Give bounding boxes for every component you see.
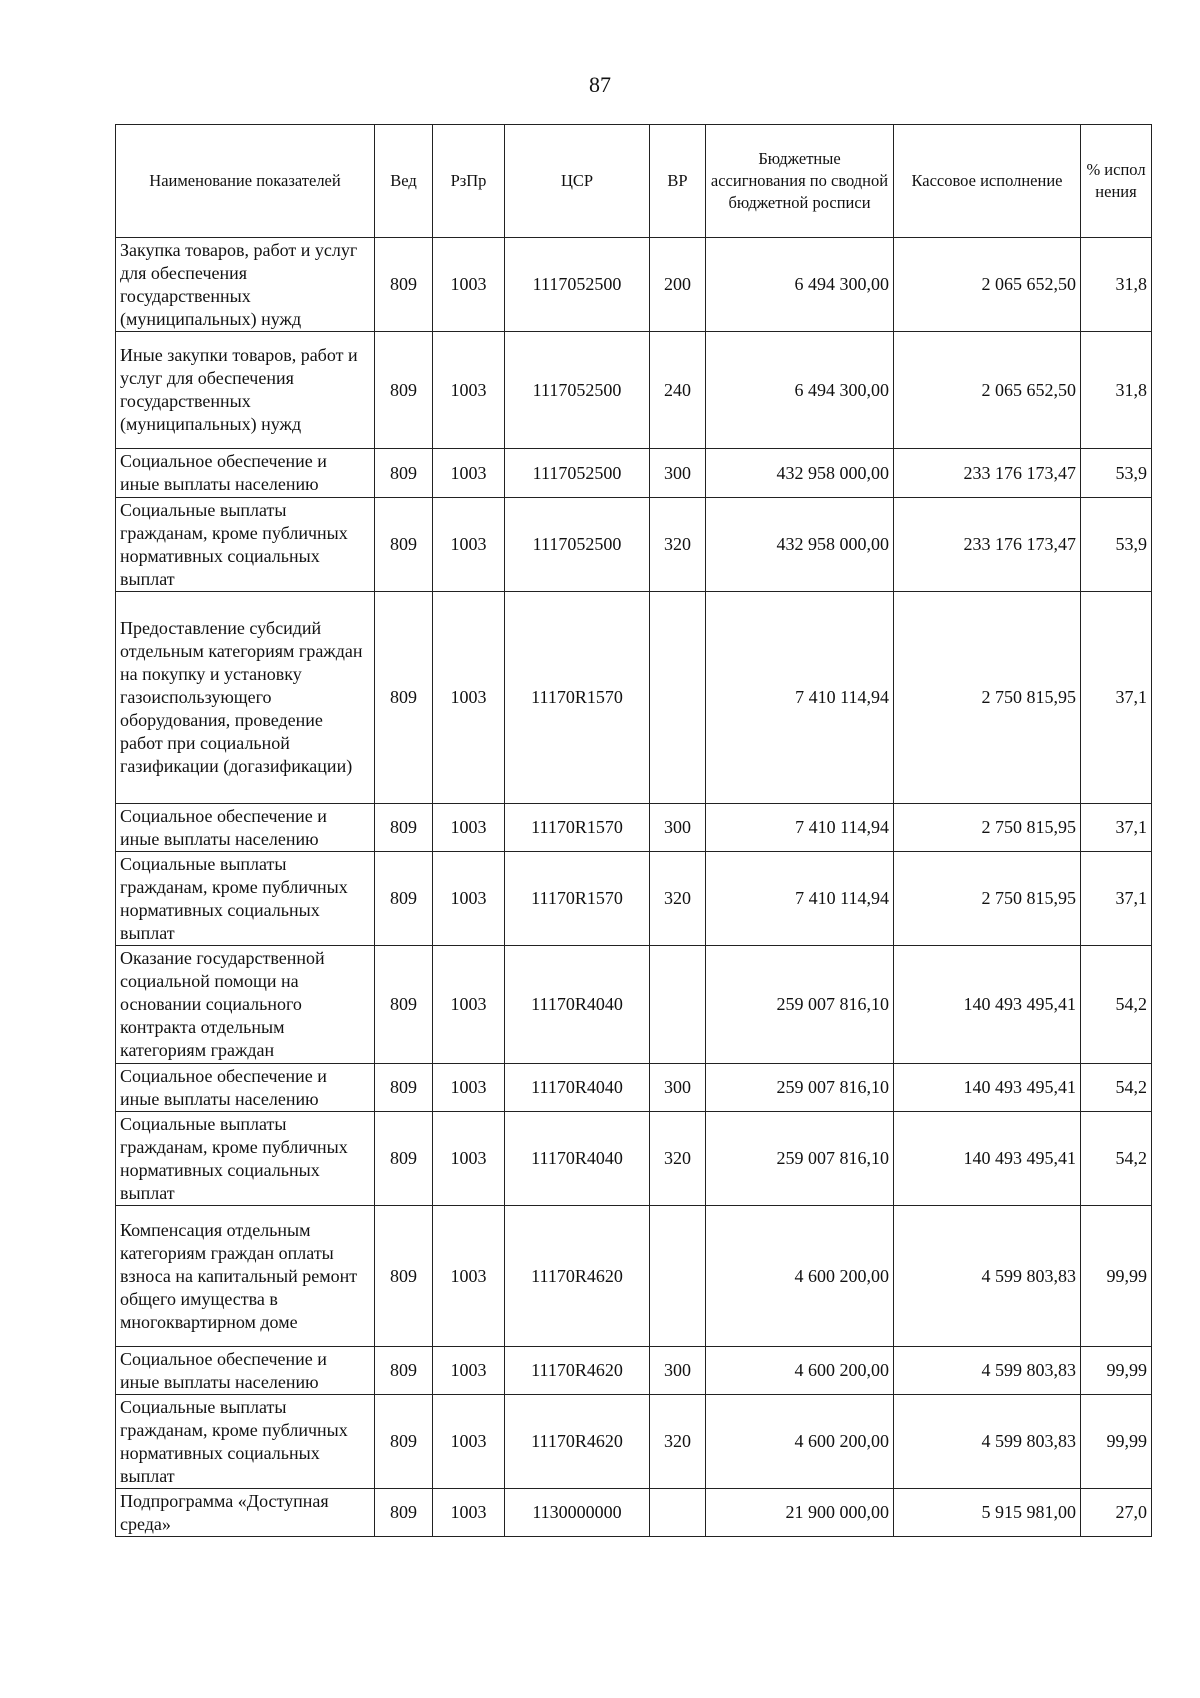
table-row	[116, 592, 1152, 804]
row-name: Закупка товаров, работ и услуг для обеспечения государственных (муниципальных) нужд	[116, 238, 375, 332]
row-ved: 809	[375, 1064, 433, 1112]
row-cash-execution: 2 750 815,95	[894, 852, 1081, 946]
row-cash-execution: 233 176 173,47	[894, 498, 1081, 592]
row-execution-percent: 54,2	[1081, 1064, 1152, 1112]
row-rzpr: 1003	[433, 449, 505, 498]
table-row	[116, 852, 1152, 946]
page-number: 87	[589, 72, 611, 97]
row-rzpr: 1003	[433, 1347, 505, 1395]
row-assignments: 259 007 816,10	[706, 1112, 894, 1206]
row-rzpr: 1003	[433, 332, 505, 449]
row-ved: 809	[375, 946, 433, 1064]
row-rzpr: 1003	[433, 1489, 505, 1537]
table-row	[116, 1347, 1152, 1395]
row-csr: 1130000000	[505, 1489, 650, 1537]
table-row	[116, 332, 1152, 449]
row-cash-execution: 5 915 981,00	[894, 1489, 1081, 1537]
row-execution-percent: 53,9	[1081, 498, 1152, 592]
row-assignments: 6 494 300,00	[706, 332, 894, 449]
row-name: Социальные выплаты гражданам, кроме публичных нормативных социальных выплат	[116, 1112, 375, 1206]
row-assignments: 259 007 816,10	[706, 946, 894, 1064]
row-name: Социальные выплаты гражданам, кроме публичных нормативных социальных выплат	[116, 852, 375, 946]
table-row	[116, 1489, 1152, 1537]
row-csr: 11170R4040	[505, 1112, 650, 1206]
row-csr: 1117052500	[505, 498, 650, 592]
row-assignments: 7 410 114,94	[706, 804, 894, 852]
row-cash-execution: 2 750 815,95	[894, 592, 1081, 804]
row-vr	[650, 592, 706, 804]
row-ved: 809	[375, 1206, 433, 1347]
row-name: Социальное обеспечение и иные выплаты населению	[116, 1347, 375, 1395]
row-rzpr: 1003	[433, 1395, 505, 1489]
row-execution-percent: 31,8	[1081, 238, 1152, 332]
row-rzpr: 1003	[433, 804, 505, 852]
table-row	[116, 449, 1152, 498]
row-name: Иные закупки товаров, работ и услуг для обеспечения государственных (муниципальных) нужд	[116, 332, 375, 449]
row-vr: 320	[650, 1395, 706, 1489]
row-vr	[650, 1206, 706, 1347]
row-assignments: 4 600 200,00	[706, 1206, 894, 1347]
budget-execution-table	[115, 124, 1152, 1537]
row-ved: 809	[375, 592, 433, 804]
row-ved: 809	[375, 498, 433, 592]
table-row	[116, 1064, 1152, 1112]
row-csr: 11170R1570	[505, 592, 650, 804]
row-csr: 1117052500	[505, 332, 650, 449]
row-rzpr: 1003	[433, 852, 505, 946]
row-name: Предоставление субсидий отдельным категориям граждан на покупку и установку газоиспользующего оборудования, проведение работ при социальной газификации (догазификации)	[116, 592, 375, 804]
row-vr: 320	[650, 498, 706, 592]
row-csr: 1117052500	[505, 449, 650, 498]
row-vr: 320	[650, 852, 706, 946]
header-name: Наименование показателей	[116, 125, 375, 238]
row-cash-execution: 4 599 803,83	[894, 1206, 1081, 1347]
row-csr: 11170R4620	[505, 1395, 650, 1489]
row-ved: 809	[375, 1347, 433, 1395]
row-cash-execution: 140 493 495,41	[894, 1064, 1081, 1112]
row-execution-percent: 99,99	[1081, 1395, 1152, 1489]
row-cash-execution: 2 065 652,50	[894, 238, 1081, 332]
table-row	[116, 804, 1152, 852]
row-cash-execution: 2 750 815,95	[894, 804, 1081, 852]
row-cash-execution: 140 493 495,41	[894, 1112, 1081, 1206]
row-execution-percent: 54,2	[1081, 946, 1152, 1064]
header-execution-percent: % испол нения	[1081, 125, 1152, 238]
table-row	[116, 946, 1152, 1064]
row-vr: 240	[650, 332, 706, 449]
header-rzpr: РзПр	[433, 125, 505, 238]
row-name: Социальные выплаты гражданам, кроме публичных нормативных социальных выплат	[116, 1395, 375, 1489]
row-ved: 809	[375, 1112, 433, 1206]
row-vr: 320	[650, 1112, 706, 1206]
row-name: Социальное обеспечение и иные выплаты населению	[116, 1064, 375, 1112]
row-cash-execution: 4 599 803,83	[894, 1395, 1081, 1489]
row-cash-execution: 4 599 803,83	[894, 1347, 1081, 1395]
row-name: Социальное обеспечение и иные выплаты населению	[116, 804, 375, 852]
row-cash-execution: 233 176 173,47	[894, 449, 1081, 498]
row-rzpr: 1003	[433, 946, 505, 1064]
row-csr: 11170R4040	[505, 1064, 650, 1112]
row-name: Социальные выплаты гражданам, кроме публичных нормативных социальных выплат	[116, 498, 375, 592]
row-assignments: 4 600 200,00	[706, 1347, 894, 1395]
row-name: Социальное обеспечение и иные выплаты населению	[116, 449, 375, 498]
row-ved: 809	[375, 1395, 433, 1489]
row-ved: 809	[375, 332, 433, 449]
row-vr: 300	[650, 804, 706, 852]
row-ved: 809	[375, 1489, 433, 1537]
row-ved: 809	[375, 449, 433, 498]
row-execution-percent: 37,1	[1081, 804, 1152, 852]
header-csr: ЦСР	[505, 125, 650, 238]
row-assignments: 432 958 000,00	[706, 449, 894, 498]
row-execution-percent: 99,99	[1081, 1206, 1152, 1347]
row-csr: 11170R4040	[505, 946, 650, 1064]
table-row	[116, 1206, 1152, 1347]
table-row	[116, 498, 1152, 592]
row-rzpr: 1003	[433, 238, 505, 332]
row-vr: 300	[650, 1064, 706, 1112]
row-cash-execution: 140 493 495,41	[894, 946, 1081, 1064]
row-execution-percent: 27,0	[1081, 1489, 1152, 1537]
row-vr: 200	[650, 238, 706, 332]
row-rzpr: 1003	[433, 1064, 505, 1112]
row-csr: 11170R4620	[505, 1206, 650, 1347]
row-csr: 11170R1570	[505, 852, 650, 946]
header-assignments: Бюджетные ассигнования по сводной бюджетной росписи	[706, 125, 894, 238]
row-rzpr: 1003	[433, 1112, 505, 1206]
row-execution-percent: 53,9	[1081, 449, 1152, 498]
row-cash-execution: 2 065 652,50	[894, 332, 1081, 449]
row-execution-percent: 54,2	[1081, 1112, 1152, 1206]
table-header-row	[116, 125, 1152, 238]
row-execution-percent: 37,1	[1081, 852, 1152, 946]
header-cash-execution: Кассовое исполнение	[894, 125, 1081, 238]
table-row	[116, 238, 1152, 332]
row-name: Оказание государственной социальной помощи на основании социального контракта отдельным категориям граждан	[116, 946, 375, 1064]
row-vr	[650, 1489, 706, 1537]
row-csr: 11170R4620	[505, 1347, 650, 1395]
row-vr	[650, 946, 706, 1064]
row-execution-percent: 37,1	[1081, 592, 1152, 804]
row-ved: 809	[375, 804, 433, 852]
header-ved: Вед	[375, 125, 433, 238]
row-execution-percent: 31,8	[1081, 332, 1152, 449]
row-rzpr: 1003	[433, 498, 505, 592]
header-vr: ВР	[650, 125, 706, 238]
row-rzpr: 1003	[433, 592, 505, 804]
row-csr: 1117052500	[505, 238, 650, 332]
table-row	[116, 1112, 1152, 1206]
row-vr: 300	[650, 449, 706, 498]
row-assignments: 7 410 114,94	[706, 852, 894, 946]
row-assignments: 6 494 300,00	[706, 238, 894, 332]
row-assignments: 21 900 000,00	[706, 1489, 894, 1537]
row-name: Подпрограмма «Доступная среда»	[116, 1489, 375, 1537]
row-ved: 809	[375, 852, 433, 946]
row-ved: 809	[375, 238, 433, 332]
row-assignments: 7 410 114,94	[706, 592, 894, 804]
row-rzpr: 1003	[433, 1206, 505, 1347]
row-assignments: 432 958 000,00	[706, 498, 894, 592]
table-row	[116, 1395, 1152, 1489]
row-name: Компенсация отдельным категориям граждан оплаты взноса на капитальный ремонт общего имущества в многоквартирном доме	[116, 1206, 375, 1347]
row-assignments: 4 600 200,00	[706, 1395, 894, 1489]
row-csr: 11170R1570	[505, 804, 650, 852]
row-assignments: 259 007 816,10	[706, 1064, 894, 1112]
row-execution-percent: 99,99	[1081, 1347, 1152, 1395]
row-vr: 300	[650, 1347, 706, 1395]
